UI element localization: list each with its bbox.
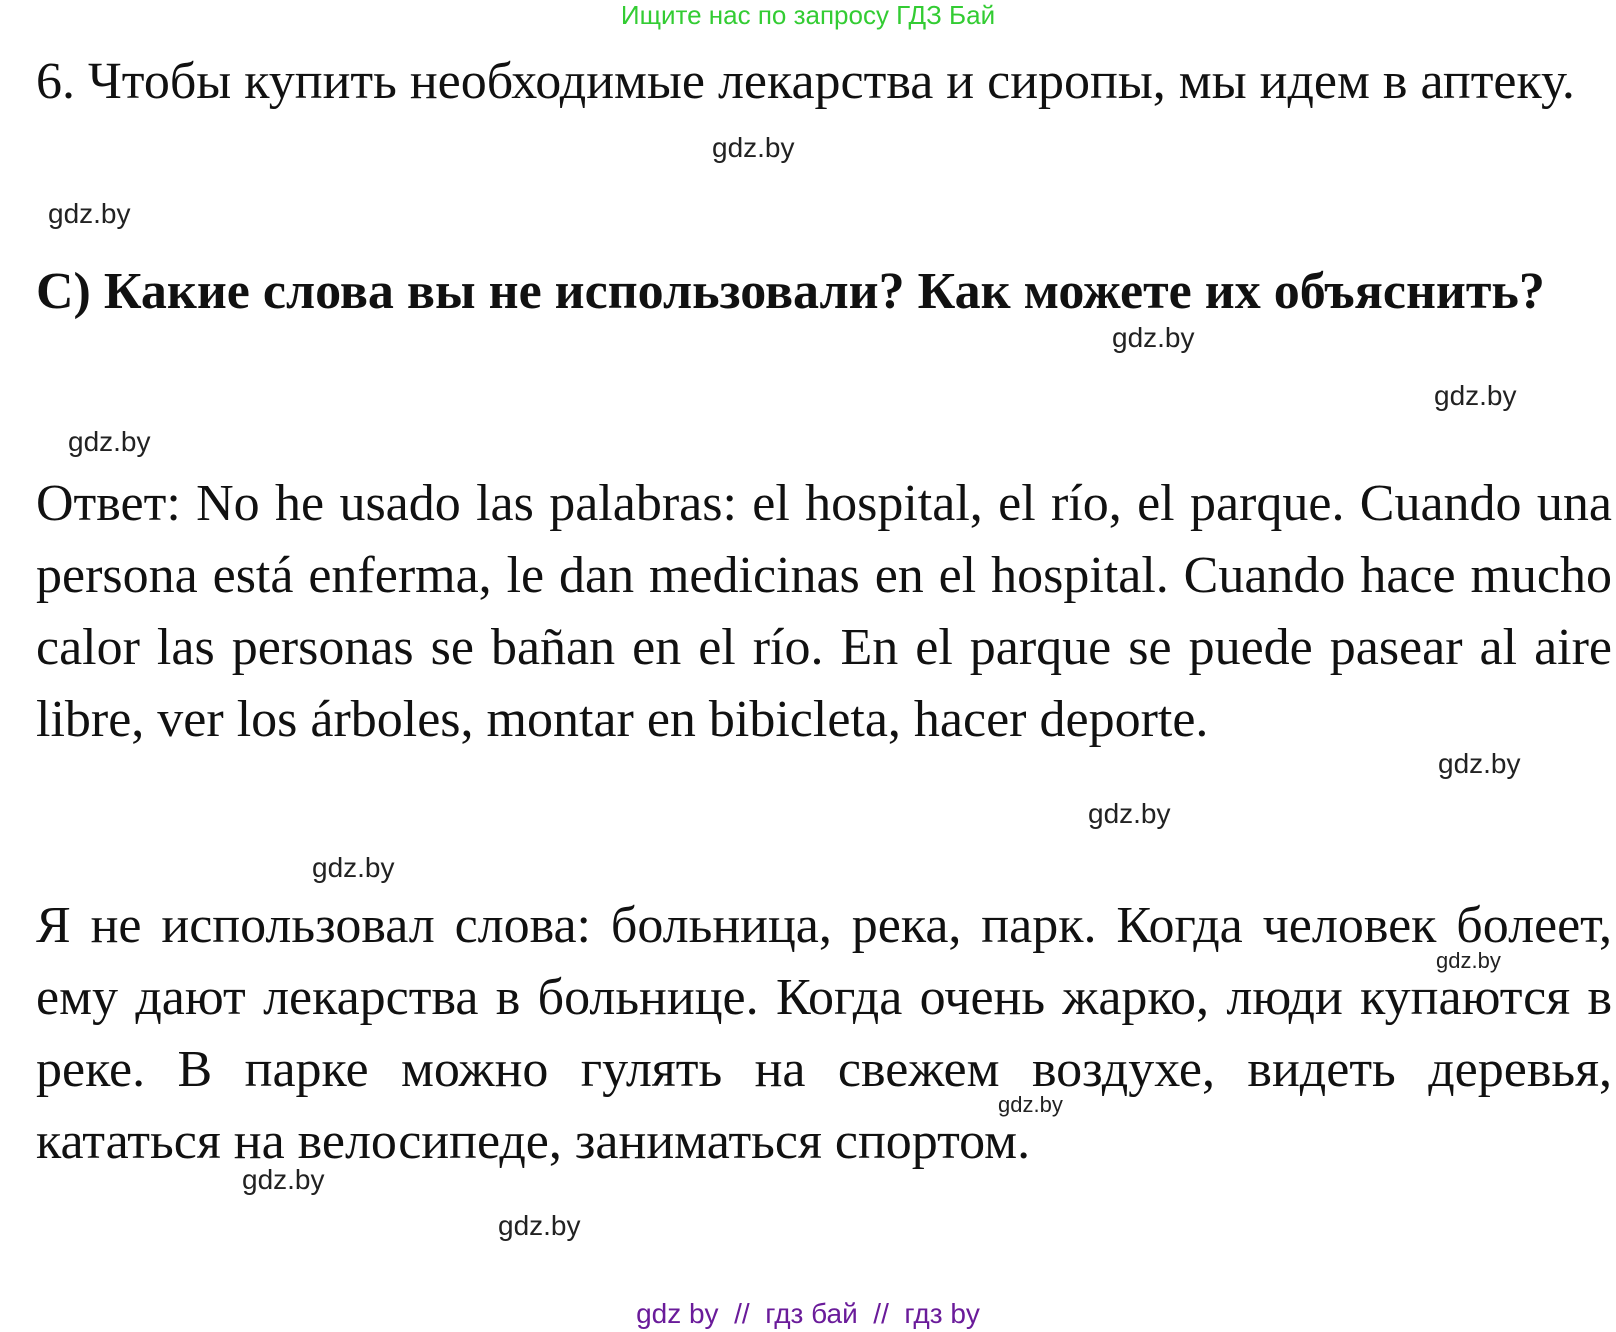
watermark: gdz.by: [998, 1092, 1063, 1117]
top-banner: Ищите нас по запросу ГДЗ Бай: [620, 0, 996, 30]
watermark: gdz.by: [312, 852, 395, 883]
watermark: gdz.by: [1438, 748, 1521, 779]
answer-russian-text: Я не использовал слова: больница, река, парк. Когда человек болеет, ему дают лекарства в больнице. Когда очень жарко, люди купаются в реке. В парке можно гулять на свежем воздухе, видеть деревья, кататься на велосипеде, заниматься спортом.: [36, 897, 1612, 1170]
watermark: gdz.by: [498, 1210, 581, 1241]
question-c-heading: С) Какие слова вы не использовали? Как можете их объяснить?: [36, 263, 1545, 320]
footer-links: [0, 1298, 1616, 1330]
answer-spanish-text: Ответ: No he usado las palabras: el hospital, el río, el parque. Cuando una persona está enferma, le dan medicinas en el hospital. Cuando hace mucho calor las personas se bañan en el río. En el parque se puede pasear al aire libre, ver los árboles, montar en bibicleta, hacer deporte.: [36, 475, 1612, 748]
footer-text: gdz by // гдз бай // гдз by: [636, 1298, 980, 1329]
watermark: gdz.by: [1434, 380, 1517, 411]
watermark: gdz.by: [242, 1164, 325, 1195]
item-6-text: 6. Чтобы купить необходимые лекарства и сиропы, мы идем в аптеку.: [36, 53, 1575, 110]
watermark: gdz.by: [48, 198, 131, 229]
watermark: gdz.by: [712, 132, 795, 163]
watermark: gdz.by: [1436, 948, 1501, 973]
watermark: gdz.by: [1112, 322, 1195, 353]
watermark: gdz.by: [68, 426, 151, 457]
watermark: gdz.by: [1088, 798, 1171, 829]
